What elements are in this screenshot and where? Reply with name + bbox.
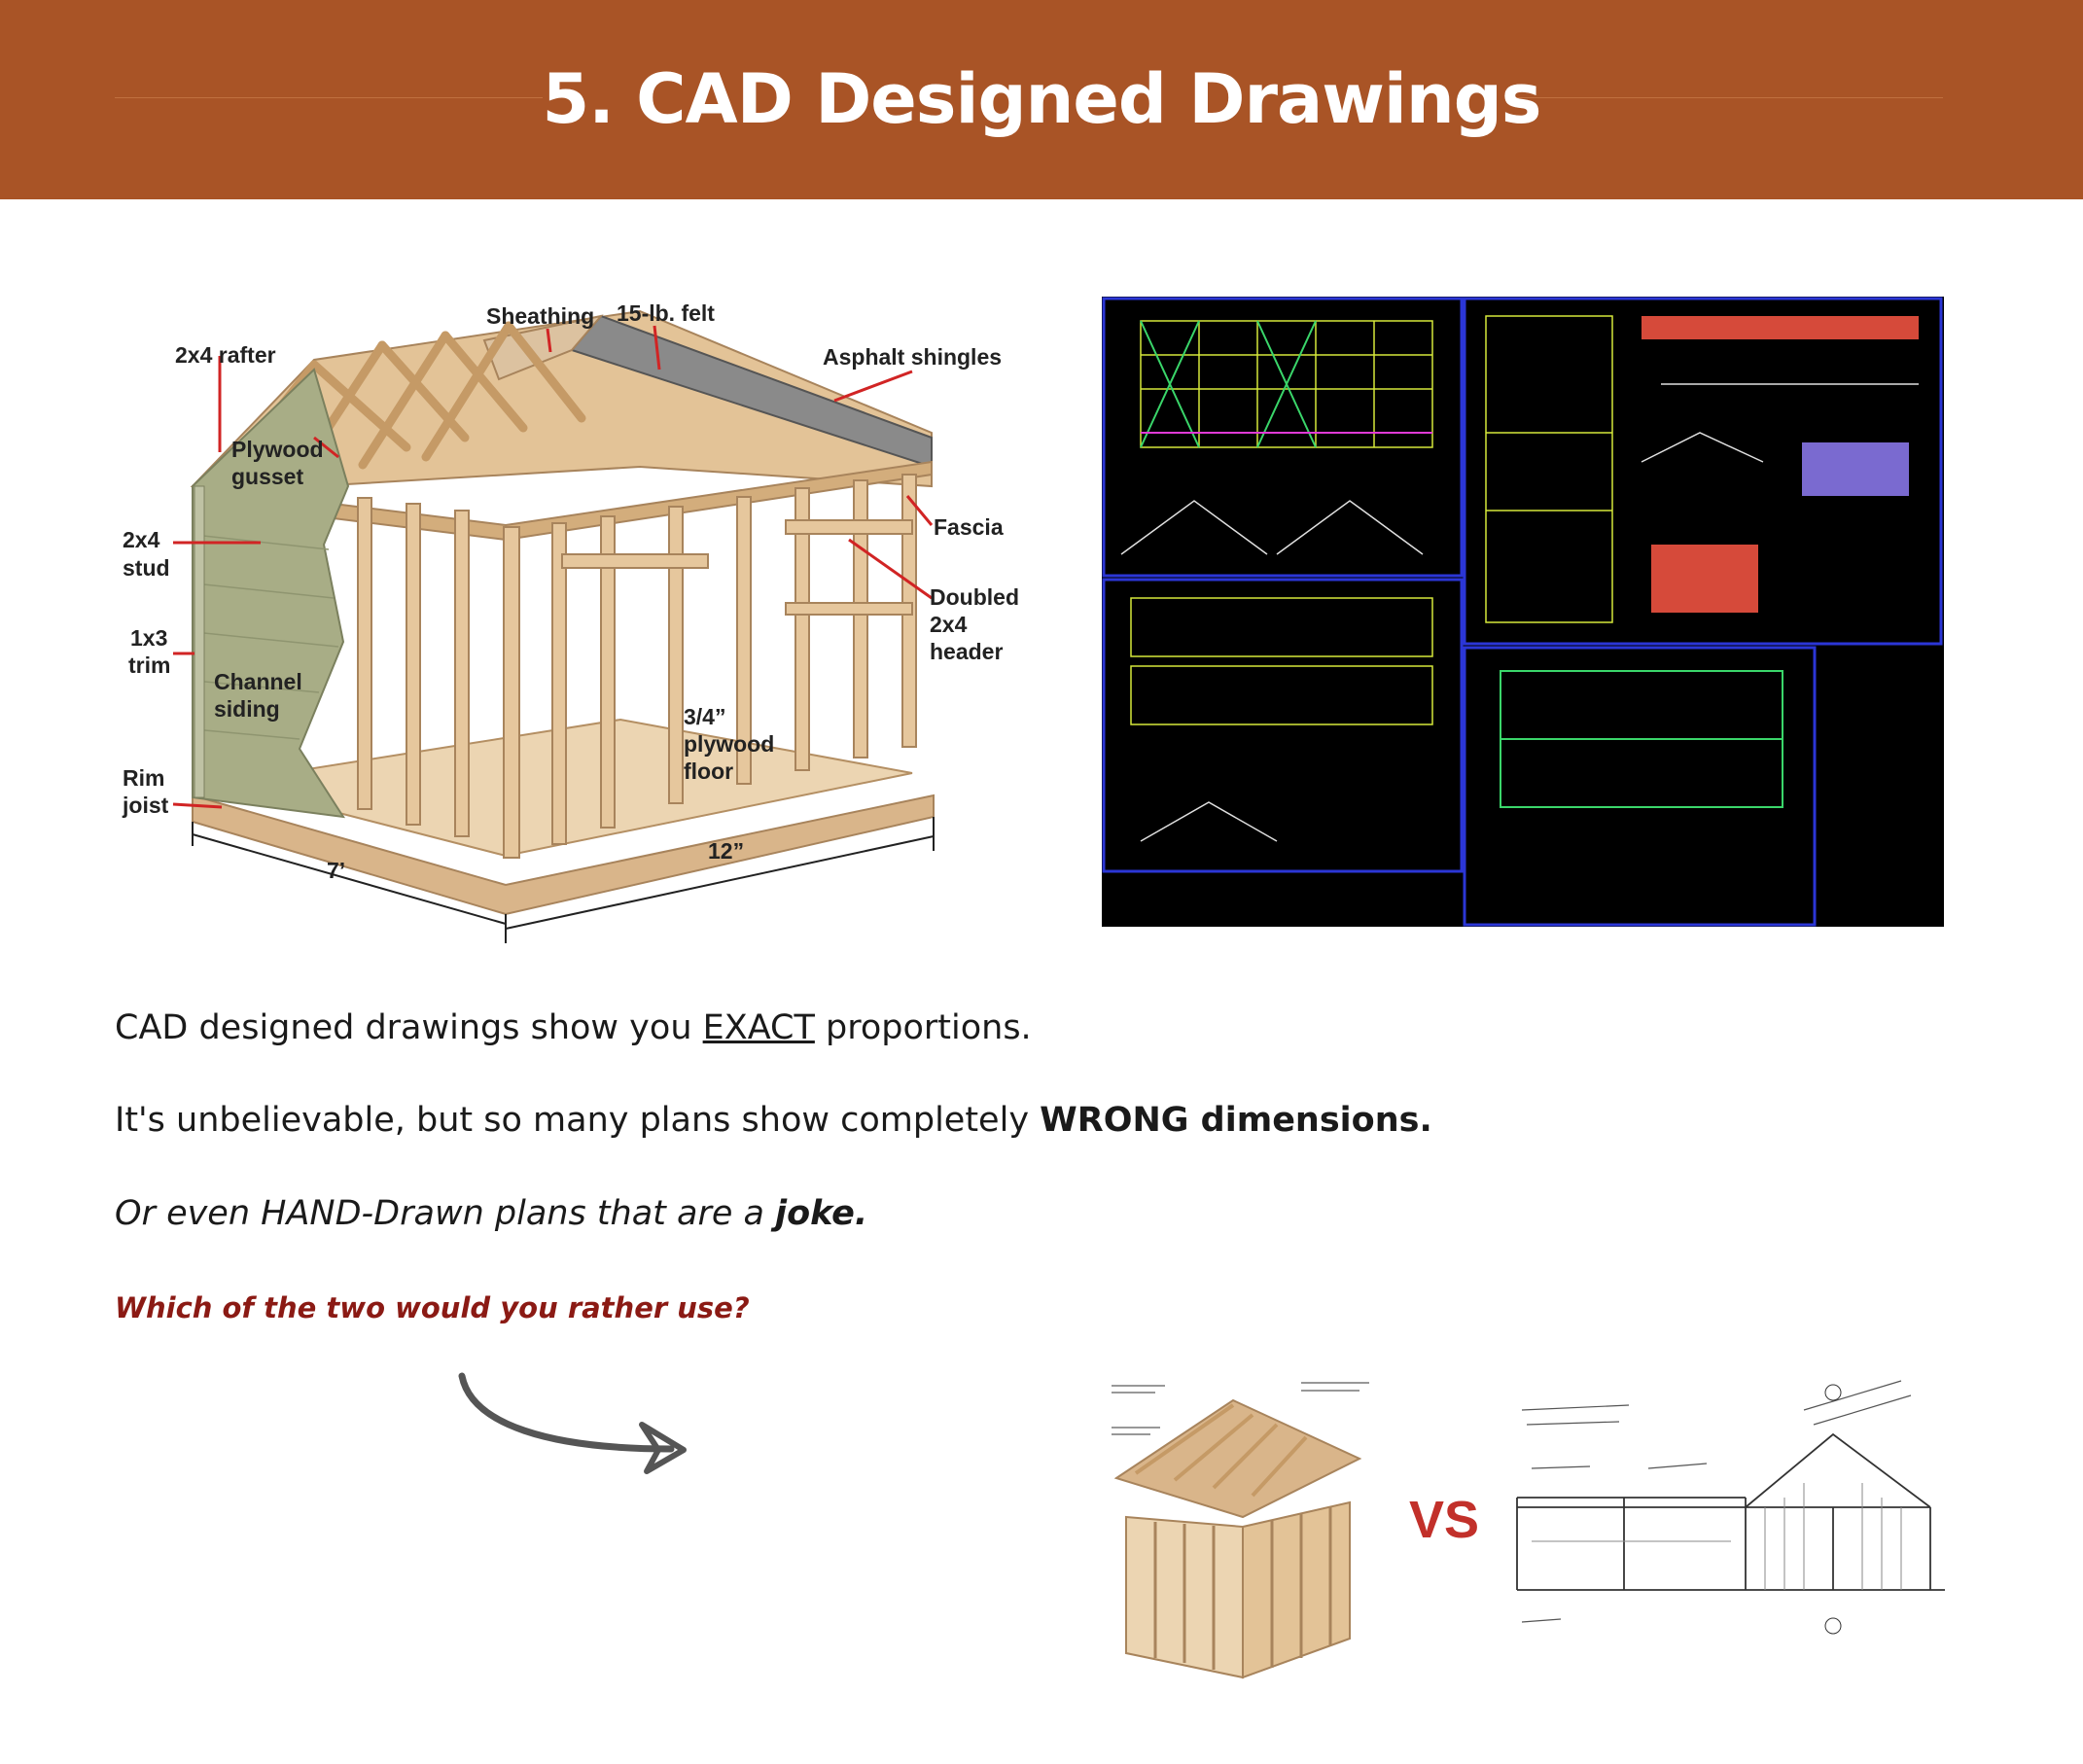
- cad-shed-thumbnail: [1107, 1371, 1389, 1682]
- label-trim-2: trim: [128, 653, 171, 678]
- section-header: [0, 0, 2083, 199]
- label-rafter: 2x4 rafter: [175, 342, 276, 368]
- text-fragment: Or even HAND-Drawn plans that are a: [115, 1194, 776, 1233]
- wrong-dimensions-text: [115, 1099, 1432, 1142]
- text-fragment: proportions.: [814, 1008, 1032, 1047]
- curved-arrow-icon: [452, 1366, 695, 1493]
- exact-proportions-text: [115, 1006, 1032, 1049]
- label-sheathing: Sheathing: [486, 303, 595, 329]
- label-gusset-1: Plywood: [231, 437, 324, 462]
- label-floor-3: floor: [684, 759, 734, 784]
- vs-label: VS: [1409, 1491, 1480, 1549]
- label-header-3: header: [930, 639, 1004, 664]
- hand-drawn-text: [115, 1192, 867, 1235]
- label-siding-1: Channel: [214, 669, 302, 694]
- label-dim-depth: 7’: [327, 858, 346, 883]
- label-floor-1: 3/4”: [684, 704, 726, 729]
- label-gusset-2: gusset: [231, 464, 304, 489]
- text-fragment: It's unbelievable, but so many plans show completely: [115, 1101, 1041, 1140]
- label-dim-length: 12”: [708, 838, 745, 864]
- label-header-2: 2x4: [930, 612, 968, 637]
- cad-sheets: [1102, 297, 1944, 927]
- label-siding-2: siding: [214, 696, 280, 722]
- label-floor-2: plywood: [684, 731, 775, 757]
- label-header-1: Doubled: [930, 584, 1019, 610]
- text-fragment: CAD designed drawings show you: [115, 1008, 703, 1047]
- label-rim-2: joist: [123, 793, 169, 818]
- comparison-question: Which of the two would you rather use?: [115, 1291, 750, 1324]
- label-trim-1: 1x3: [130, 625, 168, 651]
- label-stud-1: 2x4: [123, 527, 160, 552]
- joke-emphasis: joke.: [775, 1194, 868, 1233]
- label-stud-2: stud: [123, 555, 170, 581]
- section-title: 5. CAD Designed Drawings: [542, 59, 1541, 139]
- label-felt: 15-lb. felt: [617, 300, 715, 326]
- wrong-dimensions-emphasis: WRONG dimensions.: [1040, 1101, 1432, 1140]
- exact-emphasis: EXACT: [702, 1008, 815, 1047]
- label-rim-1: Rim: [123, 765, 165, 791]
- shed-framing-diagram: [115, 292, 1048, 943]
- label-fascia: Fascia: [934, 514, 1004, 540]
- label-shingles: Asphalt shingles: [823, 344, 1003, 370]
- hand-drawn-shed-thumbnail: [1512, 1371, 1945, 1643]
- cad-drawings-collage: [1102, 297, 1944, 927]
